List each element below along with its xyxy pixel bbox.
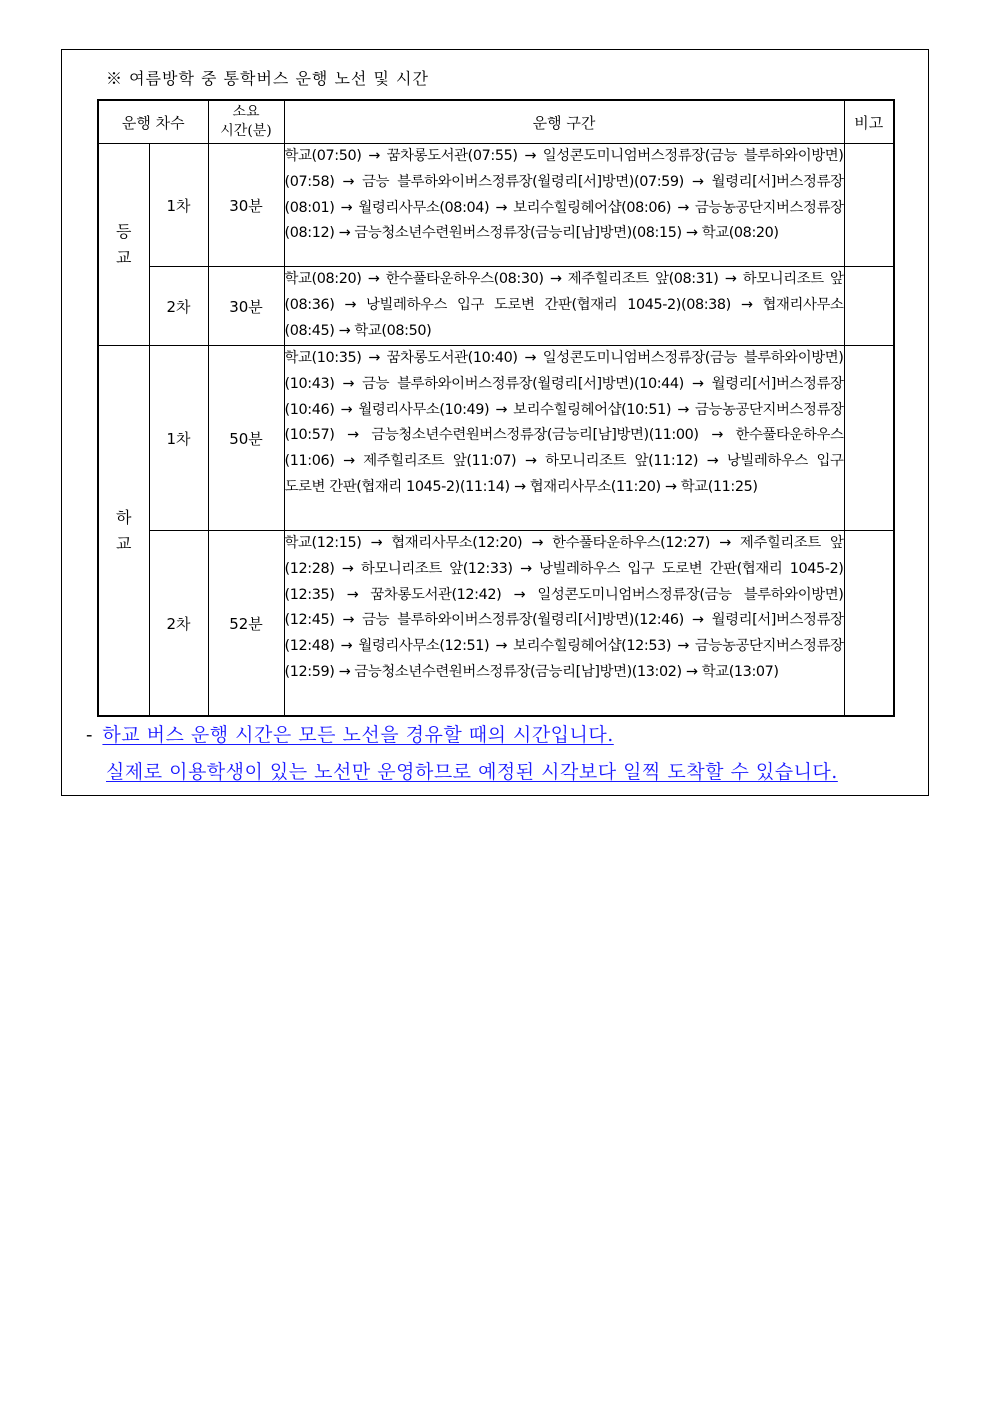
group-label-arrival [98,144,149,346]
header-duration [208,100,284,144]
duration-cell: 52분 [208,531,284,717]
route-cell: 학교(12:15) → 협재리사무소(12:20) → 한수풀타운하우스(12:27) → 제주힐리조트 앞(12:28) → 하모니리조트 앞(12:33) → 낭빌레하우스 입구 도로변 간판(협재리 1045-2)(12:35) → 꿈차롱도서관(12:42) → 일성콘도미니엄버스정류장(금능 블루하와이방면)(12:45) → 금능 블루하와이버스정류장(월령리[서]방면)(12:46) → 월령리[서]버스정류장(12:48) → 월령리사무소(12:51) → 보리수힐링헤어샵(12:53) → 금능농공단지버스정류장(12:59) → 금능청소년수련원버스정류장(금능리[남]방면)(13:02) → 학교(13:07) [284,531,844,717]
group-label-char: 등 [116,221,132,241]
bus-schedule-table [97,99,895,717]
table-row [98,144,894,267]
group-label-departure [98,346,149,717]
memo-cell [844,144,894,267]
note-line-2 [106,757,838,784]
duration-cell: 50분 [208,346,284,531]
round-cell: 2차 [149,267,208,346]
memo-cell [844,267,894,346]
route-cell: 학교(08:20) → 한수풀타운하우스(08:30) → 제주힐리조트 앞(08:31) → 하모니리조트 앞(08:36) → 낭빌레하우스 입구 도로변 간판(협재리 1045-2)(08:38) → 협재리사무소(08:45) → 학교(08:50) [284,267,844,346]
header-duration-line2: 시간(분) [220,123,272,139]
group-label-char: 교 [116,247,132,267]
group-label-char: 교 [116,533,132,553]
note-text-2: 실제로 이용학생이 있는 노선만 운영하므로 예정된 시각보다 일찍 도착할 수 있습니다. [106,761,838,783]
table-row [98,346,894,531]
round-cell: 1차 [149,144,208,267]
route-cell: 학교(10:35) → 꿈차롱도서관(10:40) → 일성콘도미니엄버스정류장(금능 블루하와이방면)(10:43) → 금능 블루하와이버스정류장(월령리[서]방면)(10:44) → 월령리[서]버스정류장(10:46) → 월령리사무소(10:49) → 보리수힐링헤어샵(10:51) → 금능농공단지버스정류장(10:57) → 금능청소년수련원버스정류장(금능리[남]방면)(11:00) → 한수풀타운하우스(11:06) → 제주힐리조트 앞(11:07) → 하모니리조트 앞(11:12) → 낭빌레하우스 입구 도로변 간판(협재리 1045-2)(11:14) → 협재리사무소(11:20) → 학교(11:25) [284,346,844,531]
header-route: 운행 구간 [284,100,844,144]
memo-cell [844,531,894,717]
table-header-row [98,100,894,144]
header-duration-line1: 소요 [232,104,260,120]
note-dash: - [86,724,93,746]
header-memo: 비고 [844,100,894,144]
table-row [98,267,894,346]
round-cell: 1차 [149,346,208,531]
memo-cell [844,346,894,531]
table-row [98,531,894,717]
duration-cell: 30분 [208,144,284,267]
header-round: 운행 차수 [98,100,208,144]
page-title: ※ 여름방학 중 통학버스 운행 노선 및 시간 [106,69,429,88]
group-label-char: 하 [116,507,132,527]
route-cell: 학교(07:50) → 꿈차롱도서관(07:55) → 일성콘도미니엄버스정류장(금능 블루하와이방면)(07:58) → 금능 블루하와이버스정류장(월령리[서]방면)(07:59) → 월령리[서]버스정류장(08:01) → 월령리사무소(08:04) → 보리수힐링헤어샵(08:06) → 금능농공단지버스정류장(08:12) → 금능청소년수련원버스정류장(금능리[남]방면)(08:15) → 학교(08:20) [284,144,844,267]
note-text-1: 하교 버스 운행 시간은 모든 노선을 경유할 때의 시간입니다. [102,724,614,746]
duration-cell: 30분 [208,267,284,346]
note-line-1 [86,720,614,747]
round-cell: 2차 [149,531,208,717]
